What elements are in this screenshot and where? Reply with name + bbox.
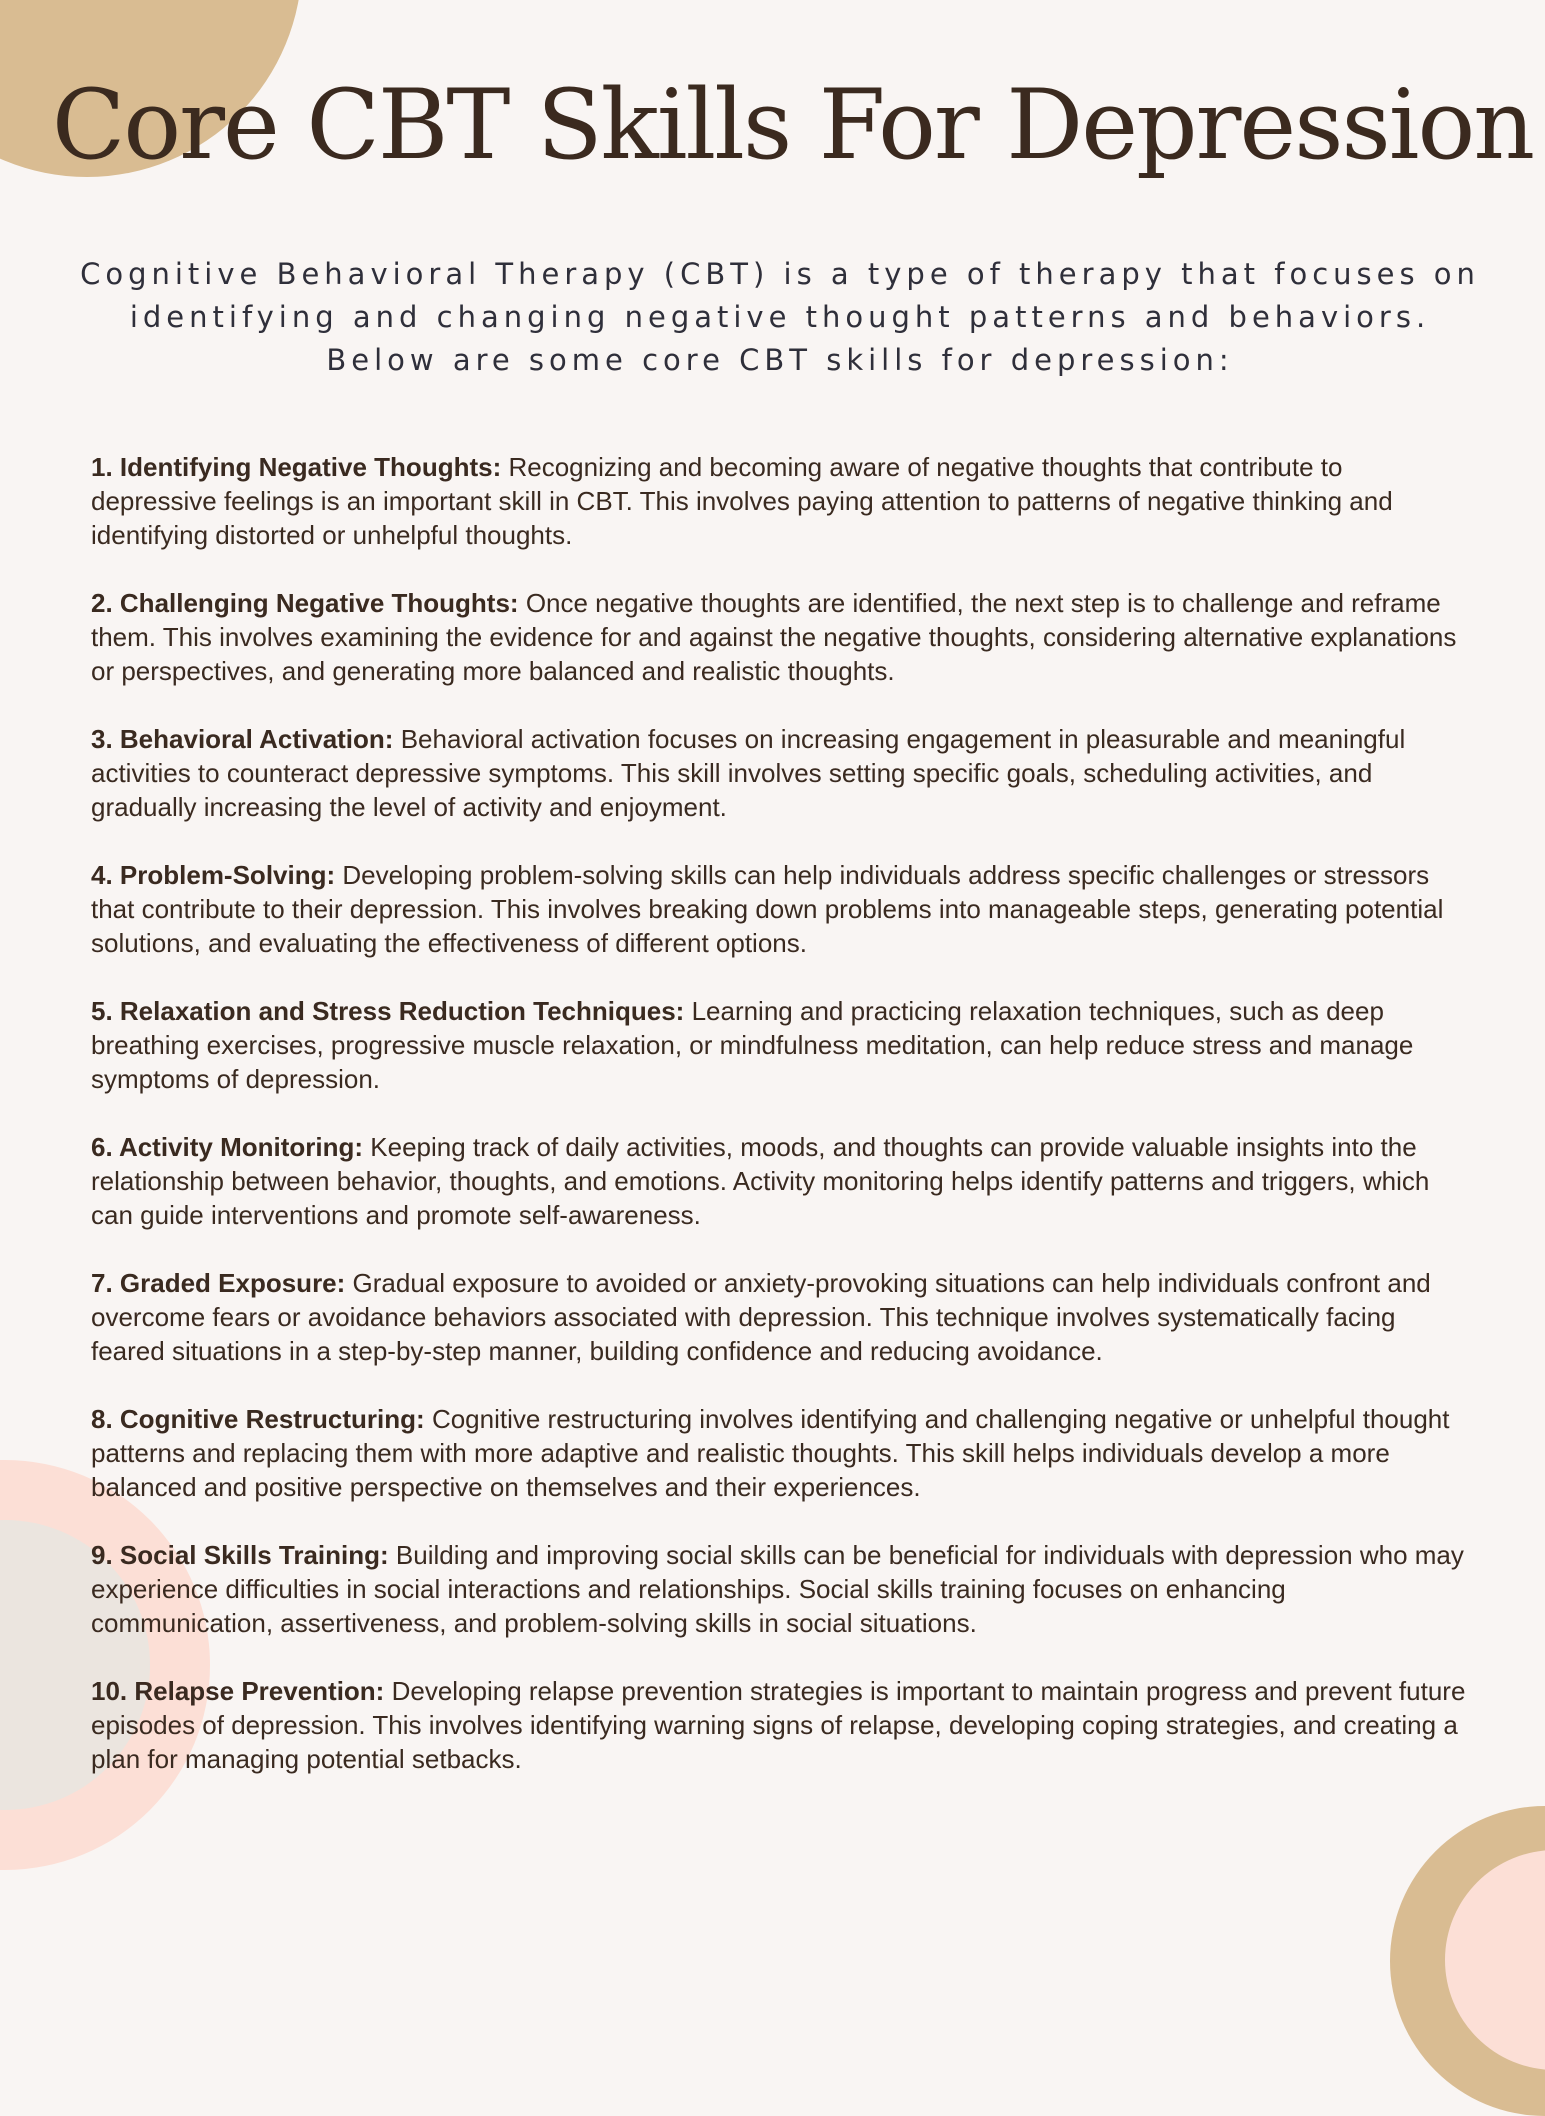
skill-term: 10. Relapse Prevention: [91,1676,385,1706]
skill-item [91,1266,1466,1368]
skill-term: 4. Problem-Solving: [91,860,336,890]
skill-item [91,450,1466,552]
skill-term: 7. Graded Exposure: [91,1268,346,1298]
skill-term: 1. Identifying Negative Thoughts: [91,452,502,482]
skill-description: Developing problem-solving skills can help individuals address specific challenges or stressors that contribute to their depression. This involves breaking down problems into manageable steps, generating potential solutions, and evaluating the effectiveness of different options. [91,860,1444,958]
skills-list [91,450,1466,1810]
skill-term: 9. Social Skills Training: [91,1540,389,1570]
skill-description: Once negative thoughts are identified, the next step is to challenge and reframe them. This involves examining the evidence for and against the negative thoughts, considering alternative explanations or perspectives, and generating more balanced and realistic thoughts. [91,588,1457,686]
skill-item [91,994,1466,1096]
skill-description: Behavioral activation focuses on increasing engagement in pleasurable and meaningful activities to counteract depressive symptoms. This skill involves setting specific goals, scheduling activities, and gradually increasing the level of activity and enjoyment. [91,724,1406,822]
skill-item [91,722,1466,824]
skill-description: Learning and practicing relaxation techniques, such as deep breathing exercises, progressive muscle relaxation, or mindfulness meditation, can help reduce stress and manage symptoms of depression. [91,996,1414,1094]
skill-item [91,1402,1466,1504]
skill-description: Gradual exposure to avoided or anxiety-provoking situations can help individuals confront and overcome fears or avoidance behaviors associated with depression. This technique involves systematically facing feared situations in a step-by-step manner, building confidence and reducing avoidance. [91,1268,1431,1366]
skill-term: 5. Relaxation and Stress Reduction Techniques: [91,996,685,1026]
skill-item [91,1538,1466,1640]
skill-term: 8. Cognitive Restructuring: [91,1404,425,1434]
skill-description: Cognitive restructuring involves identifying and challenging negative or unhelpful thought patterns and replacing them with more adaptive and realistic thoughts. This skill helps individuals develop a more balanced and positive perspective on themselves and their experiences. [91,1404,1450,1502]
skill-item [91,1130,1466,1232]
skill-term: 2. Challenging Negative Thoughts: [91,588,519,618]
skill-term: 3. Behavioral Activation: [91,724,394,754]
skill-item [91,858,1466,960]
skill-description: Keeping track of daily activities, moods, and thoughts can provide valuable insights into the relationship between behavior, thoughts, and emotions. Activity monitoring helps identify patterns and triggers, which can guide interventions and promote self-awareness. [91,1132,1430,1230]
page-title: Core CBT Skills For Depression [51,69,1534,181]
skill-description: Recognizing and becoming aware of negative thoughts that contribute to depressive feelings is an important skill in CBT. This involves paying attention to patterns of negative thinking and identifying distorted or unhelpful thoughts. [91,452,1393,550]
skill-item [91,1674,1466,1776]
skill-description: Developing relapse prevention strategies is important to maintain progress and prevent future episodes of depression. This involves identifying warning signs of relapse, developing coping strategies, and creating a plan for managing potential setbacks. [91,1676,1466,1774]
skill-term: 6. Activity Monitoring: [91,1132,364,1162]
intro-paragraph: Cognitive Behavioral Therapy (CBT) is a type of therapy that focuses on identifying and changing negative thought patterns and behaviors. Below are some core CBT skills for depression: [80,257,1480,377]
skill-item [91,586,1466,688]
skill-description: Building and improving social skills can be beneficial for individuals with depression who may experience difficulties in social interactions and relationships. Social skills training focuses on enhancing communication, assertiveness, and problem-solving skills in social situations. [91,1540,1464,1638]
